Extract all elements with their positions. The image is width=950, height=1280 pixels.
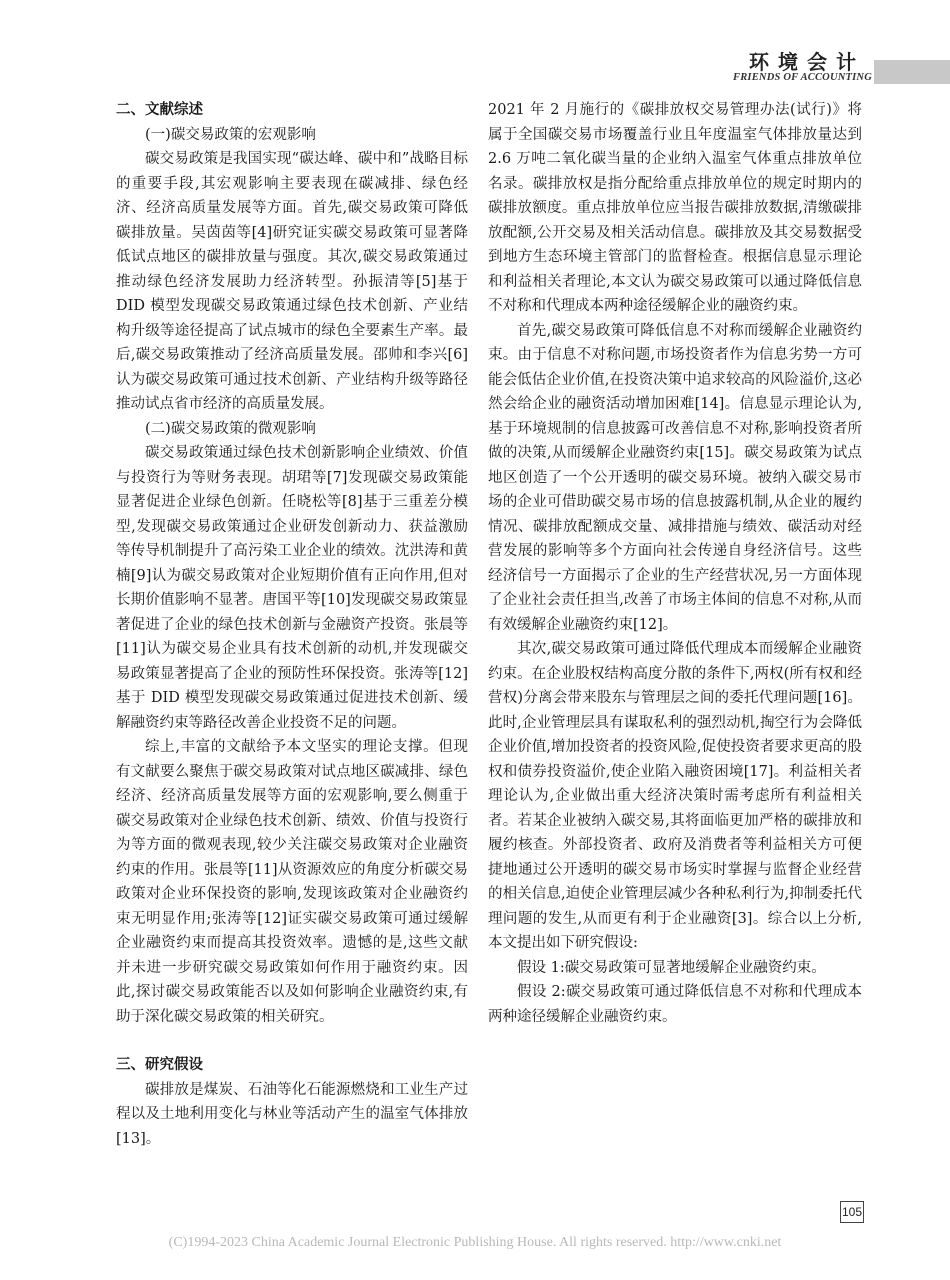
- subsection-title-macro: (一)碳交易政策的宏观影响: [145, 126, 316, 143]
- paragraph: 碳交易政策通过绿色技术创新影响企业绩效、价值与投资行为等财务表现。胡珺等[7]发现碳交易政策能显著促进企业绿色创新。任晓松等[8]基于三重差分模型,发现碳交易政策通过企业研发创新动力、获益激励等传导机制提升了高污染工业企业的绩效。沈洪涛和黄楠[9]认为碳交易政策对企业短期价值有正向作用,但对长期价值影响不显著。唐国平等[10]发现碳交易政策显著促进了企业的绿色技术创新与金融资产投资。张晨等[11]认为碳交易企业具有技术创新的动机,并发现碳交易政策显著提高了企业的预防性环保投资。张涛等[12]基于 DID 模型发现碳交易政策通过促进技术创新、缓解融资约束等路径改善企业投资不足的问题。: [116, 445, 468, 731]
- paragraph: 2021 年 2 月施行的《碳排放权交易管理办法(试行)》将属于全国碳交易市场覆盖行业且年度温室气体排放量达到 2.6 万吨二氧化碳当量的企业纳入温室气体重点排放单位名录。碳排放权是指分配给重点排放单位的规定时期内的碳排放额度。重点排放单位应当报告碳排放数据,清缴碳排放配额,公开交易及相关活动信息。碳排放及其交易数据受到地方生态环境主管部门的监督检查。根据信息显示理论和利益相关者理论,本文认为碳交易政策可以通过降低信息不对称和代理成本两种途径缓解企业的融资约束。: [488, 102, 862, 314]
- right-column: [488, 98, 862, 1029]
- paragraph: 碳排放是煤炭、石油等化石能源燃烧和工业生产过程以及土地利用变化与林业等活动产生的温室气体排放[13]。: [116, 1081, 468, 1147]
- header-decor-bar: [874, 60, 950, 84]
- subsection-title-micro: (二)碳交易政策的微观影响: [145, 420, 316, 437]
- page-number: 105: [840, 1201, 864, 1223]
- section-gap: [116, 1029, 468, 1053]
- paragraph: 首先,碳交易政策可降低信息不对称而缓解企业融资约束。由于信息不对称问题,市场投资者作为信息劣势一方可能会低估企业价值,在投资决策中追求较高的风险溢价,这必然会给企业的融资活动增加困难[14]。信息显示理论认为,基于环境规制的信息披露可改善信息不对称,影响投资者所做的决策,从而缓解企业融资约束[15]。碳交易政策为试点地区创造了一个公开透明的碳交易环境。被纳入碳交易市场的企业可借助碳交易市场的信息披露机制,从企业的履约情况、碳排放配额成交量、减排措施与绩效、碳活动对经营发展的影响等多个方面向社会传递自身经济信号。这些经济信号一方面揭示了企业的生产经营状况,另一方面体现了企业社会责任担当,改善了市场主体间的信息不对称,从而有效缓解企业融资约束[12]。: [488, 322, 862, 633]
- paragraph: 其次,碳交易政策可通过降低代理成本而缓解企业融资约束。在企业股权结构高度分散的条件下,两权(所有权和经营权)分离会带来股东与管理层之间的委托代理问题[16]。此时,企业管理层具有谋取私利的强烈动机,掏空行为会降低企业价值,增加投资者的投资风险,促使投资者要求更高的股权和债券投资溢价,使企业陷入融资困境[17]。利益相关者理论认为,企业做出重大经济决策时需考虑所有利益相关者。若某企业被纳入碳交易,其将面临更加严格的碳排放和履约核查。外部投资者、政府及消费者等利益相关方可便捷地通过公开透明的碳交易市场实时掌握与监督企业经营的相关信息,迫使企业管理层减少各种私利行为,抑制委托代理问题的发生,从而更有利于企业融资[3]。综合以上分析,本文提出如下研究假设:: [488, 641, 862, 951]
- section-title-hypotheses: 三、研究假设: [116, 1056, 203, 1073]
- left-column: [116, 98, 468, 1151]
- section-title-literature-review: 二、文献综述: [116, 101, 203, 118]
- journal-title-cn: 环境会计: [749, 50, 865, 74]
- paragraph: 碳交易政策是我国实现“碳达峰、碳中和”战略目标的重要手段,其宏观影响主要表现在碳减排、绿色经济、经济高质量发展等方面。首先,碳交易政策可降低碳排放量。吴茵茵等[4]研究证实碳交易政策可显著降低试点地区的碳排放量与强度。其次,碳交易政策通过推动绿色经济发展助力经济转型。孙振清等[5]基于 DID 模型发现碳交易政策通过绿色技术创新、产业结构升级等途径提高了试点城市的绿色全要素生产率。最后,碳交易政策推动了经济高质量发展。邵帅和李兴[6]认为碳交易政策可通过技术创新、产业结构升级等路径推动试点省市经济的高质量发展。: [116, 151, 468, 412]
- paragraph: 综上,丰富的文献给予本文坚实的理论支撑。但现有文献要么聚焦于碳交易政策对试点地区碳减排、绿色经济、经济高质量发展等方面的宏观影响,要么侧重于碳交易政策对企业绿色技术创新、绩效、价值与投资行为等方面的微观表现,较少关注碳交易政策对企业融资约束的作用。张晨等[11]从资源效应的角度分析碳交易政策对企业环保投资的影响,发现该政策对企业融资约束无明显作用;张涛等[12]证实碳交易政策可通过缓解企业融资约束而提高其投资效率。遗憾的是,这些文献并未进一步研究碳交易政策如何作用于融资约束。因此,探讨碳交易政策能否以及如何影响企业融资约束,有助于深化碳交易政策的相关研究。: [116, 739, 468, 1025]
- copyright-footer: (C)1994-2023 China Academic Journal Electronic Publishing House. All rights reserved. http://www.cnki.net: [168, 1235, 782, 1250]
- hypothesis-2: 假设 2:碳交易政策可通过降低信息不对称和代理成本两种途径缓解企业融资约束。: [488, 984, 862, 1025]
- journal-title-en: FRIENDS OF ACCOUNTING: [733, 72, 872, 83]
- hypothesis-1: 假设 1:碳交易政策可显著地缓解企业融资约束。: [517, 959, 826, 976]
